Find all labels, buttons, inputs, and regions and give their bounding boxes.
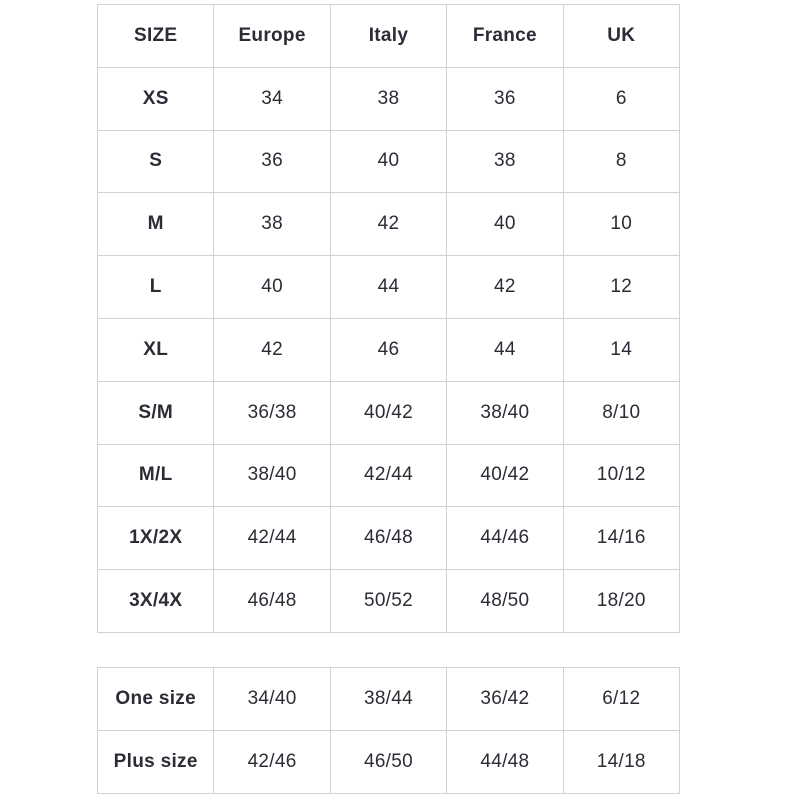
table-row bbox=[98, 318, 680, 381]
value-cell: 46/48 bbox=[330, 507, 446, 570]
size-conversion-table-body bbox=[98, 67, 680, 632]
value-cell: 36/38 bbox=[214, 381, 330, 444]
value-cell: 44 bbox=[447, 318, 563, 381]
col-header-uk: UK bbox=[563, 5, 679, 68]
value-cell: 48/50 bbox=[447, 570, 563, 633]
col-header-france: France bbox=[447, 5, 563, 68]
value-cell: 10/12 bbox=[563, 444, 679, 507]
row-label-cell: L bbox=[98, 256, 214, 319]
col-header-italy: Italy bbox=[330, 5, 446, 68]
row-label-cell: 1X/2X bbox=[98, 507, 214, 570]
table-row bbox=[98, 193, 680, 256]
value-cell: 44/46 bbox=[447, 507, 563, 570]
value-cell: 46 bbox=[330, 318, 446, 381]
special-sizes-table-body bbox=[98, 668, 680, 794]
value-cell: 40 bbox=[330, 130, 446, 193]
value-cell: 44/48 bbox=[447, 730, 563, 793]
value-cell: 42 bbox=[447, 256, 563, 319]
row-label-cell: M bbox=[98, 193, 214, 256]
row-label-cell: One size bbox=[98, 668, 214, 731]
value-cell: 36 bbox=[447, 67, 563, 130]
row-label-cell: XL bbox=[98, 318, 214, 381]
value-cell: 8/10 bbox=[563, 381, 679, 444]
row-label-cell: XS bbox=[98, 67, 214, 130]
value-cell: 42 bbox=[214, 318, 330, 381]
col-header-size: SIZE bbox=[98, 5, 214, 68]
value-cell: 38 bbox=[330, 67, 446, 130]
value-cell: 38 bbox=[447, 130, 563, 193]
row-label-cell: S bbox=[98, 130, 214, 193]
table-row bbox=[98, 444, 680, 507]
value-cell: 40 bbox=[214, 256, 330, 319]
value-cell: 10 bbox=[563, 193, 679, 256]
value-cell: 40 bbox=[447, 193, 563, 256]
value-cell: 14 bbox=[563, 318, 679, 381]
value-cell: 36 bbox=[214, 130, 330, 193]
row-label-cell: 3X/4X bbox=[98, 570, 214, 633]
value-cell: 34 bbox=[214, 67, 330, 130]
table-row bbox=[98, 668, 680, 731]
value-cell: 8 bbox=[563, 130, 679, 193]
value-cell: 34/40 bbox=[214, 668, 330, 731]
value-cell: 38/44 bbox=[330, 668, 446, 731]
value-cell: 36/42 bbox=[447, 668, 563, 731]
value-cell: 12 bbox=[563, 256, 679, 319]
value-cell: 38/40 bbox=[447, 381, 563, 444]
row-label-cell: M/L bbox=[98, 444, 214, 507]
row-label-cell: S/M bbox=[98, 381, 214, 444]
value-cell: 6 bbox=[563, 67, 679, 130]
col-header-europe: Europe bbox=[214, 5, 330, 68]
table-row bbox=[98, 67, 680, 130]
value-cell: 18/20 bbox=[563, 570, 679, 633]
value-cell: 42/44 bbox=[214, 507, 330, 570]
value-cell: 14/16 bbox=[563, 507, 679, 570]
value-cell: 38/40 bbox=[214, 444, 330, 507]
value-cell: 38 bbox=[214, 193, 330, 256]
row-label-cell: Plus size bbox=[98, 730, 214, 793]
value-cell: 40/42 bbox=[330, 381, 446, 444]
table-row bbox=[98, 256, 680, 319]
table-row bbox=[98, 730, 680, 793]
value-cell: 42 bbox=[330, 193, 446, 256]
header-row bbox=[98, 5, 680, 68]
table-row bbox=[98, 570, 680, 633]
value-cell: 14/18 bbox=[563, 730, 679, 793]
value-cell: 44 bbox=[330, 256, 446, 319]
table-row bbox=[98, 130, 680, 193]
table-row bbox=[98, 381, 680, 444]
value-cell: 40/42 bbox=[447, 444, 563, 507]
value-cell: 46/48 bbox=[214, 570, 330, 633]
value-cell: 6/12 bbox=[563, 668, 679, 731]
value-cell: 42/44 bbox=[330, 444, 446, 507]
value-cell: 42/46 bbox=[214, 730, 330, 793]
table-row bbox=[98, 507, 680, 570]
value-cell: 46/50 bbox=[330, 730, 446, 793]
size-conversion-table bbox=[97, 4, 680, 633]
special-sizes-table bbox=[97, 667, 680, 794]
value-cell: 50/52 bbox=[330, 570, 446, 633]
size-conversion-table-head bbox=[98, 5, 680, 68]
